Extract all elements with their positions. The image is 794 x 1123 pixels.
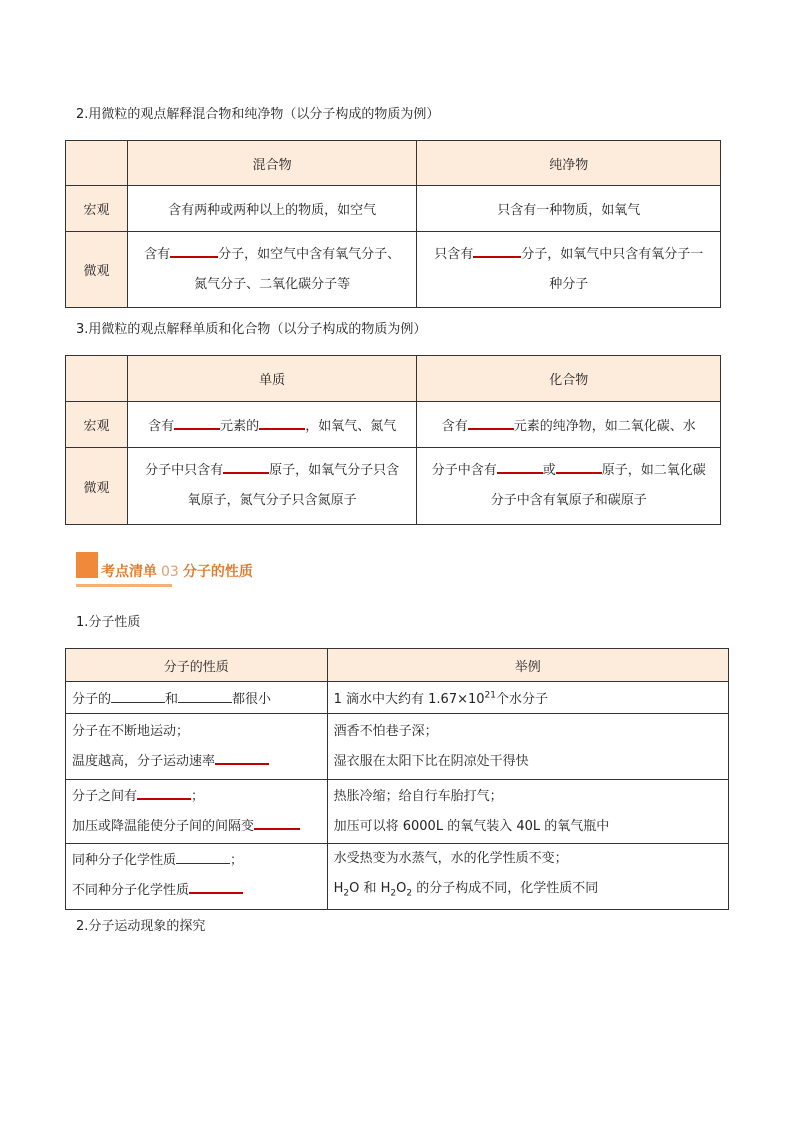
row-label-macro: 宏观: [66, 402, 128, 448]
fill-blank[interactable]: [223, 460, 269, 474]
text: 分子的: [72, 692, 112, 707]
text: 原子，如氧气分子只含: [269, 463, 400, 478]
col-header-compound: 化合物: [417, 356, 721, 402]
corner-cell: [66, 356, 128, 402]
text: 的分子构成不同，化学性质不同: [412, 881, 599, 896]
text: 分子，如空气中含有氧气分子、: [218, 246, 401, 262]
col-header-mixture: 混合物: [127, 141, 417, 186]
row-label-macro: 宏观: [66, 186, 128, 232]
text: 含有: [148, 419, 175, 434]
badge-underline: [76, 584, 172, 587]
text: 分子中含有氧原子和碳原子: [490, 493, 647, 508]
element-micro-cell: [127, 448, 417, 525]
text: 分子在不断地运动；: [72, 723, 190, 739]
col-header-element: 单质: [127, 356, 417, 402]
fill-blank[interactable]: [178, 690, 232, 703]
mixture-macro-cell: 含有两种或两种以上的物质，如空气: [127, 186, 417, 232]
property-chemical: [66, 844, 328, 910]
property-size: [66, 682, 328, 714]
col-header-property: 分子的性质: [66, 649, 328, 682]
mixture-micro-cell: [127, 232, 417, 308]
exponent: 21: [484, 690, 496, 701]
section2-heading: 2.用微粒的观点解释混合物和纯净物（以分子构成的物质为例）: [76, 107, 440, 122]
badge-number: 03: [161, 564, 179, 580]
property-motion: [66, 714, 328, 780]
text: O 和 H: [349, 881, 391, 896]
subscript: 2: [390, 888, 397, 899]
text: 1 滴水中大约有 1.67×10: [333, 692, 485, 707]
example-gap: [327, 780, 728, 844]
text: 分子，如氧气中只含有氧分子一: [521, 246, 704, 262]
text: 和: [165, 692, 179, 707]
props-heading: 1.分子性质: [76, 615, 141, 630]
section-badge-icon: [76, 552, 98, 578]
fill-blank[interactable]: [111, 690, 165, 703]
text: 都很小: [232, 692, 272, 707]
col-header-example: 举例: [327, 649, 728, 682]
fill-blank[interactable]: [254, 816, 300, 830]
text: 含有: [144, 246, 171, 262]
element-compound-table: [65, 355, 721, 525]
text: 元素的: [220, 419, 260, 434]
text: 含有: [441, 419, 468, 434]
text: H: [333, 881, 344, 896]
text: 个水分子: [495, 692, 548, 707]
col-header-pure: 纯净物: [417, 141, 721, 186]
text: 氧原子，氮气分子只含氮原子: [187, 493, 357, 508]
example-motion: [327, 714, 728, 780]
fill-blank[interactable]: [176, 851, 230, 864]
subscript: 2: [343, 888, 350, 899]
text: 分子之间有: [72, 788, 138, 804]
text: 原子，如二氧化碳: [601, 463, 706, 478]
example-size: [327, 682, 728, 714]
text: 分子中只含有: [145, 463, 224, 478]
text: 温度越高，分子运动速率: [72, 753, 216, 769]
element-macro-cell: [127, 402, 417, 448]
row-label-micro: 微观: [66, 448, 128, 525]
text: 加压可以将 6000L 的氧气装入 40L 的氧气瓶中: [333, 818, 610, 834]
text: 不同种分子化学性质: [72, 883, 190, 899]
fill-blank[interactable]: [556, 460, 602, 474]
text: 或: [542, 463, 556, 478]
compound-macro-cell: [417, 402, 721, 448]
text: 湿衣服在太阳下比在阴凉处干得快: [333, 753, 529, 769]
text: ，如氧气、氮气: [305, 419, 397, 434]
fill-blank[interactable]: [170, 244, 218, 258]
section-badge-title: [101, 561, 253, 581]
pure-micro-cell: [417, 232, 721, 308]
text: 加压或降温能使分子间的间隔变: [72, 818, 255, 834]
corner-cell: [66, 141, 128, 186]
text: O: [396, 881, 407, 896]
row-label-micro: 微观: [66, 232, 128, 308]
molecule-properties-table: [65, 648, 729, 910]
text: 氮气分子、二氧化碳分子等: [194, 276, 351, 292]
fill-blank[interactable]: [473, 244, 521, 258]
text: 热胀冷缩；给自行车胎打气；: [333, 788, 503, 804]
footer-heading: 2.分子运动现象的探究: [76, 919, 206, 934]
fill-blank[interactable]: [497, 460, 543, 474]
fill-blank[interactable]: [174, 416, 220, 430]
text: ；: [191, 788, 205, 804]
badge-label: 考点清单: [101, 564, 157, 580]
text: 元素的纯净物，如二氧化碳、水: [513, 419, 696, 434]
text: 只含有: [434, 246, 474, 262]
compound-micro-cell: [417, 448, 721, 525]
pure-macro-cell: 只含有一种物质，如氧气: [417, 186, 721, 232]
fill-blank[interactable]: [189, 880, 243, 894]
text: 种分子: [549, 276, 589, 292]
section3-heading: 3.用微粒的观点解释单质和化合物（以分子构成的物质为例）: [76, 322, 427, 337]
property-gap: [66, 780, 328, 844]
fill-blank[interactable]: [215, 751, 269, 765]
text: ；: [230, 853, 244, 869]
text: 分子中含有: [431, 463, 497, 478]
subscript: 2: [406, 888, 413, 899]
fill-blank[interactable]: [259, 416, 305, 430]
text: 酒香不怕巷子深；: [333, 723, 438, 739]
text: 同种分子化学性质: [72, 853, 177, 869]
text: 水受热变为水蒸气，水的化学性质不变；: [333, 851, 568, 866]
fill-blank[interactable]: [137, 786, 191, 800]
fill-blank[interactable]: [468, 416, 514, 430]
badge-topic: 分子的性质: [182, 564, 253, 580]
mixture-pure-table: [65, 140, 721, 308]
example-chemical: [327, 844, 728, 910]
